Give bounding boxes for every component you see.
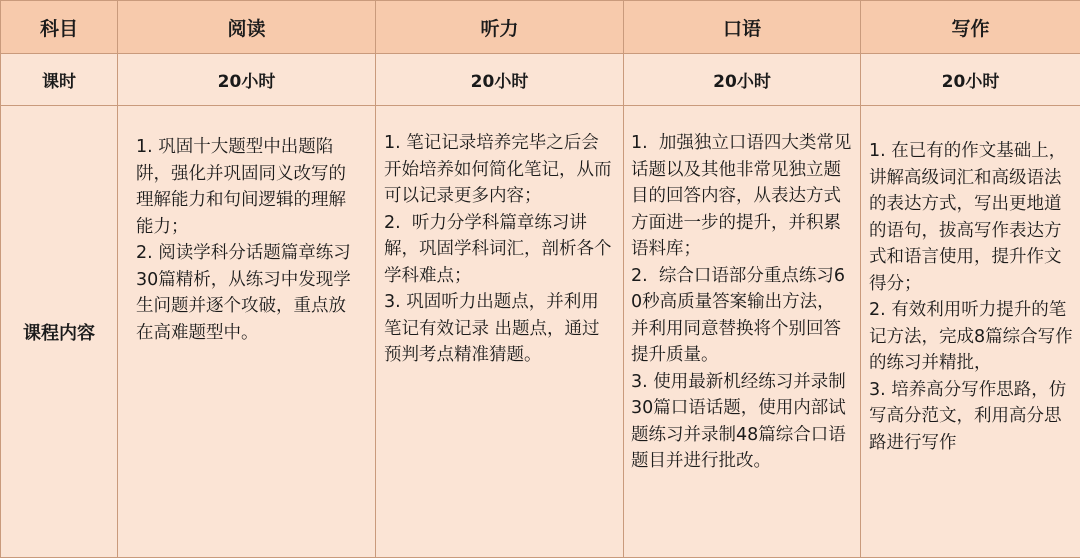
- header-listening: 听力: [376, 1, 624, 54]
- content-listening: 1. 笔记记录培养完毕之后会开始培养如何简化笔记，从而可以记录更多内容； 2. 听力分学科篇章练习讲解，巩固学科词汇，剖析各个学科难点； 3. 巩固听力出题点，并利用笔记有效记录 出题点，通过预判考点精准猜题。: [384, 133, 612, 365]
- header-speaking: 口语: [624, 1, 861, 54]
- content-writing-cell: [861, 106, 1080, 558]
- hours-speaking: 20小时: [624, 54, 861, 106]
- content-row: [1, 106, 1080, 558]
- hours-reading: 20小时: [118, 54, 376, 106]
- header-row: [1, 1, 1080, 54]
- content-label: 课程内容: [1, 106, 118, 558]
- hours-row: [1, 54, 1080, 106]
- header-writing: 写作: [861, 1, 1080, 54]
- content-writing: 1. 在已有的作文基础上，讲解高级词汇和高级语法的表达方式，写出更地道的语句，拔高写作表达方式和语言使用，提升作文得分； 2. 有效利用听力提升的笔记方法，完成8篇综合写作的练习并精批， 3. 培养高分写作思路，仿写高分范文，利用高分思路进行写作: [869, 141, 1073, 453]
- content-listening-cell: [376, 106, 624, 558]
- hours-label: 课时: [1, 54, 118, 106]
- content-reading: 1. 巩固十大题型中出题陷阱，强化并巩固同义改写的理解能力和句间逻辑的理解能力； 2. 阅读学科分话题篇章练习30篇精析，从练习中发现学生问题并逐个攻破，重点放在高难题型中。: [136, 137, 351, 343]
- hours-listening: 20小时: [376, 54, 624, 106]
- header-reading: 阅读: [118, 1, 376, 54]
- content-reading-cell: [118, 106, 376, 558]
- content-speaking: 1. 加强独立口语四大类常见话题以及其他非常见独立题目的回答内容，从表达方式方面进一步的提升，并积累语料库； 2. 综合口语部分重点练习60秒高质量答案输出方法，并利用同意替换将个别回答提升质量。 3. 使用最新机经练习并录制30篇口语话题，使用内部试题练习并录制48篇综合口语题目并进行批改。: [631, 133, 852, 471]
- hours-writing: 20小时: [861, 54, 1080, 106]
- content-speaking-cell: [624, 106, 861, 558]
- header-subject: 科目: [1, 1, 118, 54]
